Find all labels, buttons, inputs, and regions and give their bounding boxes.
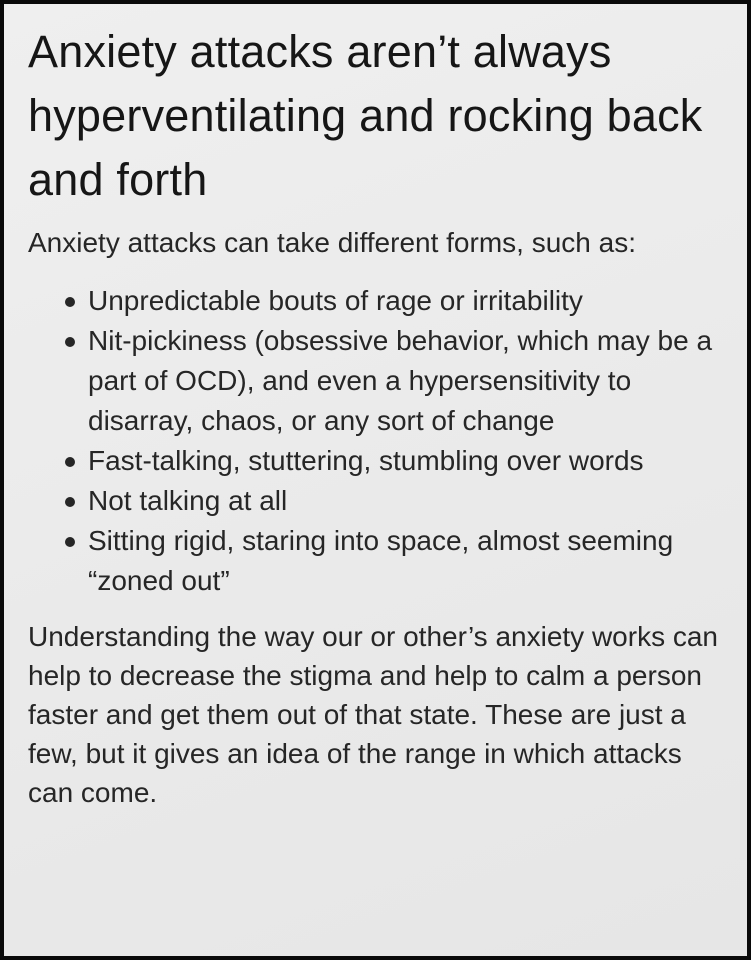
list-item <box>28 521 727 601</box>
symptom-list <box>28 281 727 601</box>
intro-paragraph: Anxiety attacks can take different forms, such as: <box>28 227 636 258</box>
list-item <box>28 321 727 441</box>
bullet-dot-icon <box>65 337 75 347</box>
list-item-text: Fast-talking, stuttering, stumbling over words <box>88 445 644 476</box>
bullet-dot-icon <box>65 497 75 507</box>
list-item <box>28 481 727 521</box>
article-card <box>4 4 747 956</box>
closing-paragraph: Understanding the way our or other’s anxiety works can help to decrease the stigma and help to calm a person faster and get them out of that state. These are just a few, but it gives an idea of the range in which attacks can come. <box>28 621 718 808</box>
list-item-text: Nit-pickiness (obsessive behavior, which may be a part of OCD), and even a hypersensitivity to disarray, chaos, or any sort of change <box>88 325 713 436</box>
list-item <box>28 441 727 481</box>
bullet-dot-icon <box>65 457 75 467</box>
list-item-text: Unpredictable bouts of rage or irritability <box>88 285 583 316</box>
article-title: Anxiety attacks aren’t always hyperventilating and rocking back and forth <box>28 26 703 205</box>
bullet-dot-icon <box>65 297 75 307</box>
list-item-text: Not talking at all <box>88 485 288 516</box>
bullet-dot-icon <box>65 537 75 547</box>
list-item-text: Sitting rigid, staring into space, almost seeming “zoned out” <box>88 525 674 596</box>
list-item <box>28 281 727 321</box>
